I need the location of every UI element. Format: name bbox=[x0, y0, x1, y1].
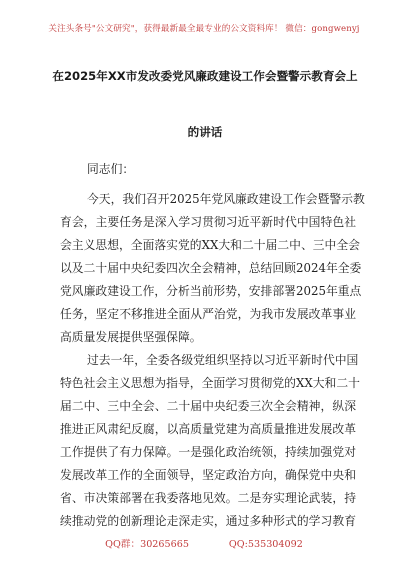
body-line: 发展改革工作的全面领导，坚定政治方向，确保党中央和 bbox=[60, 468, 356, 482]
body-line: 以及二十届中央纪委四次全会精神，总结回顾2024年全委 bbox=[60, 261, 362, 275]
body-line: 特色社会主义思想为指导，全面学习贯彻党的XX大和二十 bbox=[60, 376, 360, 390]
body-line: 高质量发展提供坚强保障。 bbox=[60, 330, 202, 344]
body-line: 过去一年，全委各级党组织坚持以习近平新时代中国 bbox=[87, 353, 359, 367]
footer-qq: QQ:535304092 bbox=[228, 539, 303, 550]
footer-qq-group: QQ群：30265665 bbox=[105, 539, 189, 550]
body-line: 推进正风肃纪反腐，以高质量党建为高质量推进发展改革 bbox=[60, 422, 356, 436]
body-line: 今天，我们召开2025年党风廉政建设工作会暨警示教 bbox=[87, 192, 365, 206]
body-line: 届二中、三中全会、二十届中央纪委三次全会精神，纵深 bbox=[60, 399, 356, 413]
document-title-line-2: 的讲话 bbox=[187, 125, 223, 139]
body-line: 省、市决策部署在我委落地见效。二是夯实理论武装，持 bbox=[60, 491, 356, 505]
body-line: 工作提供了有力保障。一是强化政治统领，持续加强党对 bbox=[60, 445, 356, 459]
body-line: 会主义思想，全面落实党的XX大和二十届二中、三中全会 bbox=[60, 238, 360, 252]
body-line: 续推动党的创新理论走深走实，通过多种形式的学习教育 bbox=[60, 514, 356, 528]
body-line: 任务，坚定不移推进全面从严治党，为我市发展改革事业 bbox=[60, 307, 356, 321]
footer-contact bbox=[0, 536, 408, 550]
document-title-line-1: 在2025年XX市发改委党风廉政建设工作会暨警示教育会上 bbox=[52, 69, 358, 83]
body-line: 党风廉政建设工作，分析当前形势，安排部署2025年重点 bbox=[60, 284, 362, 298]
salutation: 同志们： bbox=[87, 162, 135, 176]
body-line: 育会，主要任务是深入学习贯彻习近平新时代中国特色社 bbox=[60, 215, 356, 229]
header-banner: 关注头条号"公文研究"，获得最新最全最专业的公文资料库！ 微信：gongwenyj bbox=[48, 24, 360, 34]
